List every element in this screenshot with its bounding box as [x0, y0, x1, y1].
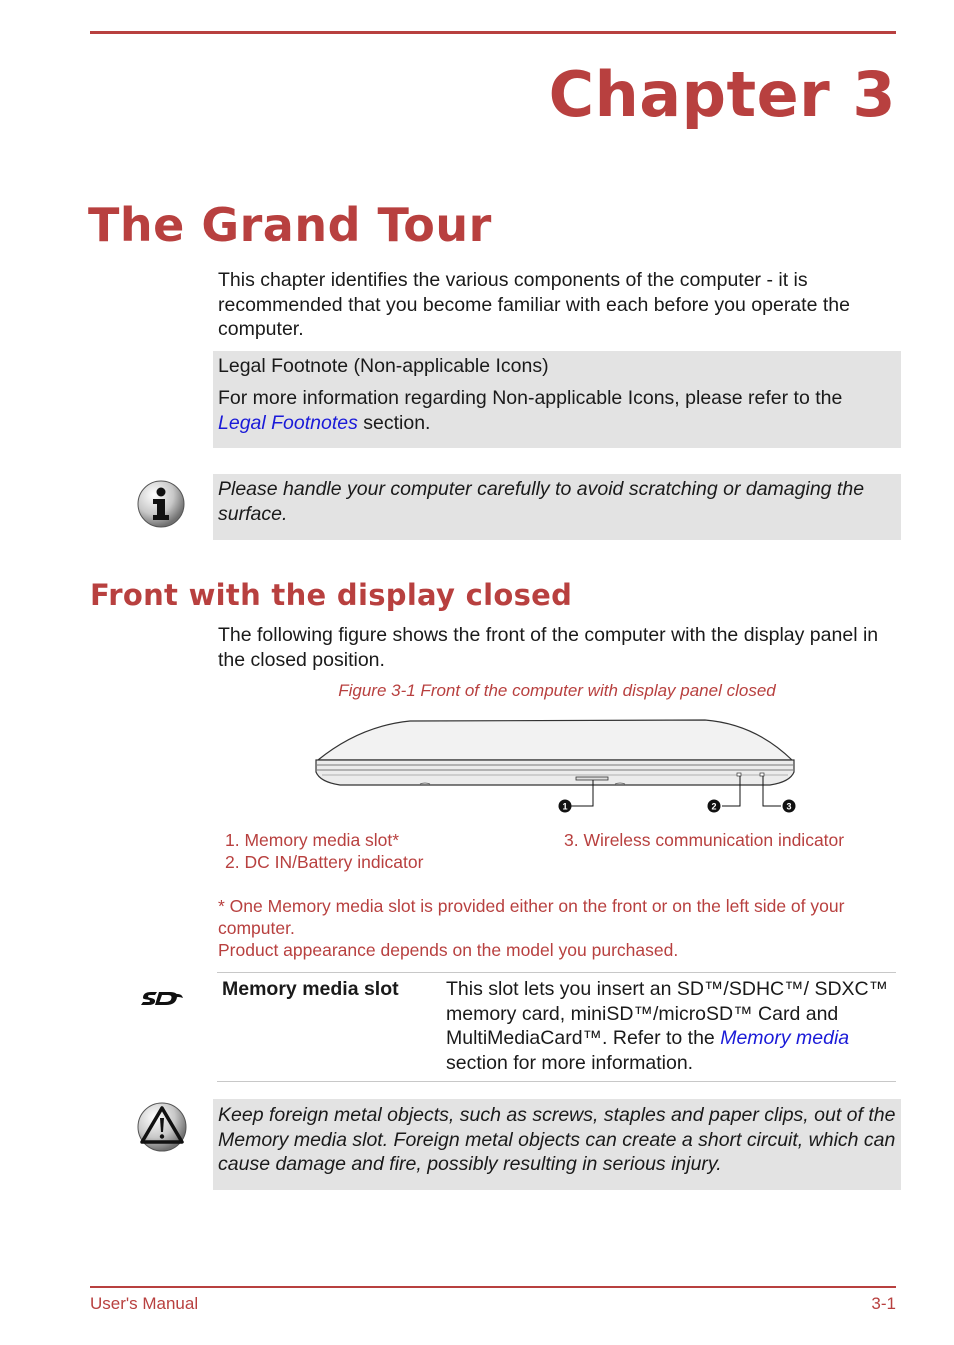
- svg-text:1: 1: [562, 801, 568, 812]
- laptop-front-illustration: [300, 712, 820, 822]
- sd-card-icon: [140, 984, 184, 1006]
- table-bottom-rule: [217, 1081, 896, 1082]
- memory-slot-description: [446, 977, 891, 1075]
- chapter-title: Chapter 3: [548, 58, 896, 131]
- note-text: Please handle your computer carefully to avoid scratching or damaging the surface.: [218, 478, 865, 525]
- memory-media-link[interactable]: Memory media: [720, 1027, 850, 1049]
- header-rule: [90, 31, 896, 34]
- legal-text-after: section.: [357, 411, 431, 434]
- callout-2: [708, 800, 721, 813]
- memory-slot-label: Memory media slot: [222, 978, 399, 1000]
- footnote-memory-slot: * One Memory media slot is provided either on the front or on the left side of your computer.: [218, 896, 845, 938]
- intro-paragraph: This chapter identifies the various components of the computer - it is recommended that you become familiar with each before you operate the computer.: [218, 269, 850, 340]
- legal-footnotes-link[interactable]: Legal Footnotes: [218, 411, 358, 434]
- footer-manual-title: User's Manual: [90, 1294, 199, 1313]
- footnote-appearance: Product appearance depends on the model you purchased.: [218, 940, 679, 960]
- section-text: The following figure shows the front of the computer with the display panel in the closed position.: [218, 624, 879, 671]
- callout-3: [783, 800, 796, 813]
- footer-page-number: 3-1: [871, 1294, 896, 1313]
- warning-icon: [136, 1101, 188, 1153]
- figure-footnotes: [218, 895, 888, 961]
- info-icon: [136, 479, 186, 529]
- legend-item-memory-slot: 1. Memory media slot*: [225, 830, 400, 850]
- svg-text:2: 2: [711, 801, 717, 812]
- table-top-rule: [217, 972, 896, 973]
- legal-footnote-text: [218, 386, 893, 435]
- memory-desc-before: This slot lets you insert an SD™/SDHC™/ SDXC™ memory card, miniSD™/microSD™ Card and MultiMediaCard™. Refer to the: [446, 978, 889, 1049]
- warning-text: Keep foreign metal objects, such as screws, staples and paper clips, out of the Memory media slot. Foreign metal objects can create a short circuit, which can cause damage and fire, possibly resulting in serious injury.: [218, 1104, 896, 1175]
- svg-text:3: 3: [786, 801, 792, 812]
- footer-rule: [90, 1286, 896, 1288]
- legal-text-before: For more information regarding Non-applicable Icons, please refer to the: [218, 387, 843, 409]
- memory-desc-after: section for more information.: [446, 1051, 694, 1074]
- figure-caption: Figure 3-1 Front of the computer with display panel closed: [338, 681, 776, 700]
- section-title: Front with the display closed: [90, 578, 573, 612]
- page-title: The Grand Tour: [88, 198, 492, 252]
- legend-item-dc-in: 2. DC IN/Battery indicator: [225, 852, 424, 872]
- legal-footnote-heading: Legal Footnote (Non-applicable Icons): [218, 355, 549, 377]
- legend-item-wireless: 3. Wireless communication indicator: [564, 830, 845, 850]
- callout-1: [559, 800, 572, 813]
